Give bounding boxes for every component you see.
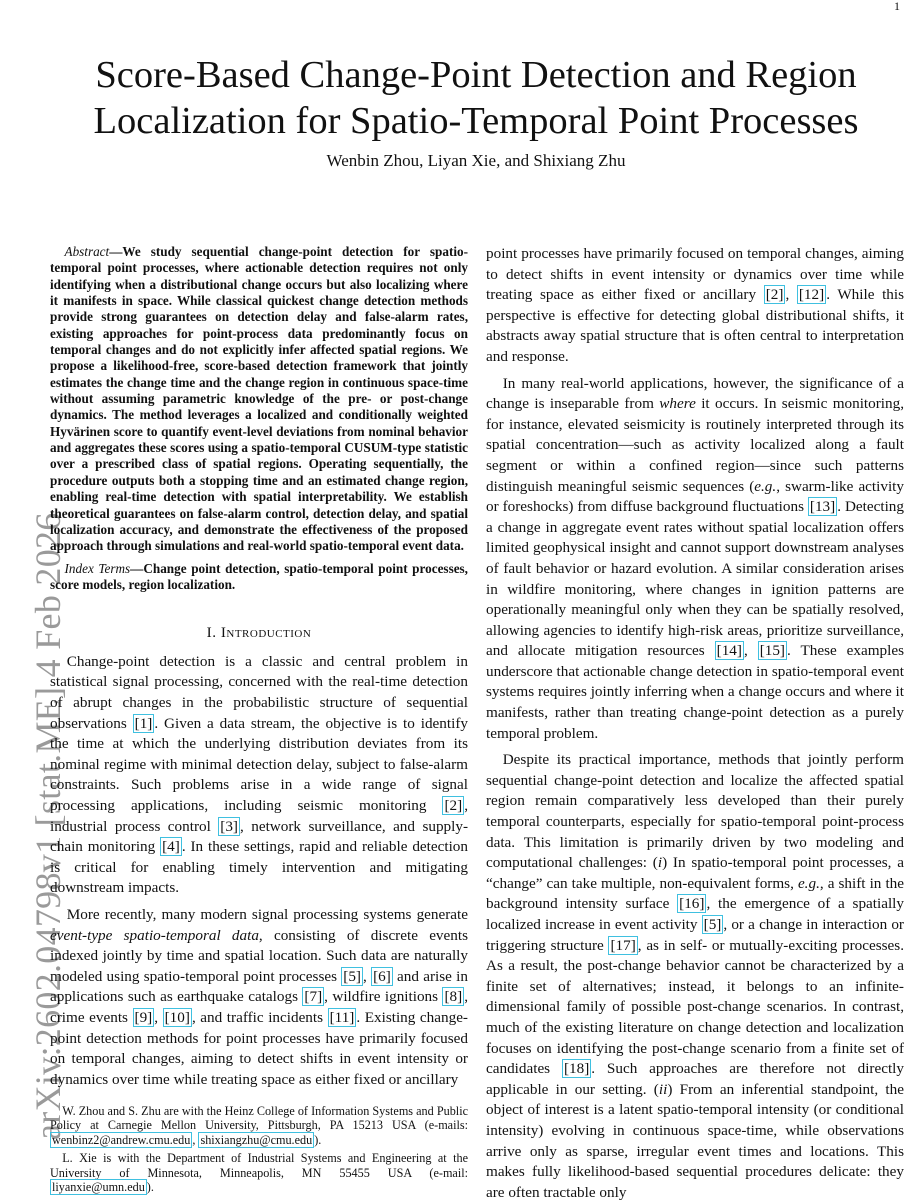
continued-text: point processes have primarily focused on temporal changes, aiming to detect shifts in event intensity or dynamics over time while treating space as either fixed or ancillary [486, 245, 904, 304]
text-run: More recently, many modern signal processing systems generate [66, 905, 468, 923]
text-run: In many real-world applications, however, the significance of a change is inseparable from [486, 374, 904, 413]
citation-link[interactable]: [14] [716, 642, 742, 660]
text-run: . Detecting a change in aggregate event rates without spatial localization offers limited geophysical insight and cannot support downstream analyses of fault behavior or hazard evolution. A similar consideration arises in wildfire monitoring, where changes in ignition patterns are operationally meaningful only when they can be spatially resolved, allowing agencies to identify high-risk areas, prioritize surveillance, and allocate mitigation resources [486, 498, 904, 660]
text-run: ). [146, 1180, 154, 1195]
arxiv-stamp: arXiv:2602.04798v1 [stat.ME] 4 Feb 2026 [28, 512, 68, 1140]
section-heading-introduction [50, 623, 468, 644]
authors: Wenbin Zhou, Liyan Xie, and Shixiang Zhu [326, 151, 626, 170]
text-run: , crime events [50, 988, 468, 1026]
text-run: . Existing change-point detection methods for point processes have primarily focused on temporal changes, aiming to detect shifts in event intensity or dynamics over time while treating space as either fixed or ancillary [50, 1008, 468, 1088]
citation-link[interactable]: [8] [444, 988, 463, 1006]
citation-link[interactable]: [9] [134, 1008, 153, 1026]
text-run: , swarm-like activity or foreshocks) from diffuse background fluctuations [486, 477, 904, 516]
paper-title [60, 52, 892, 144]
intro-paragraph-2 [50, 905, 468, 1090]
left-column [50, 244, 468, 1200]
emphasis: e.g. [754, 477, 777, 495]
right-column [486, 244, 904, 1200]
citation-link[interactable]: [5] [703, 916, 722, 933]
text-run: Change-point detection is a classic and central problem in statistical signal processing, concerned with the real-time detection of abrupt changes in the probabilistic structure of sequential observations [50, 652, 468, 732]
text-run: . In these settings, rapid and reliable detection is critical for enabling timely intervention and mitigating downstream impacts. [50, 838, 468, 897]
text-run: ) From an inferential standpoint, the object of interest is a latent spatio-temporal intensity (or conditional intensity) evolving in continuous space-time, while observations arrive only as sparse, irregular event times and locations. This makes fully likelihood-based sequential procedures delicate: they are often tractable only [486, 1080, 904, 1200]
citation-link[interactable]: [15] [759, 642, 785, 660]
intro-paragraph-2-continued [486, 244, 904, 368]
citation-link[interactable]: [12] [798, 286, 825, 304]
text-run: ) In spatio-temporal point processes, a “change” can take multiple, non-equivalent forms, [486, 854, 904, 892]
citation-link[interactable]: [16] [679, 895, 705, 913]
title-line-2: Localization for Spatio-Temporal Point Processes [93, 100, 859, 142]
text-run: , industrial process control [50, 796, 468, 835]
text-run: it occurs. In seismic monitoring, for instance, elevated seismicity is routinely interpreted through its spatial concentration—such as activity localized along a fault segment or within a confined region—since such patterns distinguish meaningful seismic sequences ( [486, 395, 904, 495]
text-run: , [154, 1008, 163, 1026]
citation-link[interactable]: [3] [220, 817, 238, 835]
emphasis: i [657, 854, 663, 872]
text-run: . While this perspective is effective for detecting global distributional shifts, it abstracts away spatial structure that is often central to interpretation and response. [486, 286, 904, 365]
section-number: I. [206, 624, 217, 642]
citation-link[interactable]: [17] [610, 936, 636, 954]
emphasis: where [659, 395, 696, 413]
text-run: , wildfire ignitions [324, 988, 443, 1006]
text-run: . These examples underscore that actionable change detection in spatio-temporal event systems requires jointly inferring when a change occurs and where it manifests, rather than treating change-point detection as a purely temporal problem. [486, 642, 904, 742]
citation-link[interactable]: [7] [304, 988, 323, 1006]
text-run: , [743, 642, 758, 660]
page-number: 1 [894, 0, 900, 13]
email-link[interactable]: liyanxie@umn.edu [52, 1180, 145, 1195]
citation-link[interactable]: [4] [162, 838, 180, 856]
intro-paragraph-1 [50, 652, 468, 899]
text-run: Despite its practical importance, methods that jointly perform sequential change-point detection and localize the affected spatial region remain comparatively less developed than their purely temporal counterparts, especially for spatio-temporal point-process data. This limitation is primarily driven by two modeling and computational challenges: ( [486, 751, 904, 872]
footnote-affiliation-2 [50, 1151, 468, 1194]
text-run: L. Xie is with the Department of Industrial Systems and Engineering at the University of Minnesota, Minneapolis, MN 55455 USA (e-mail: [50, 1151, 468, 1180]
text-run: W. Zhou and S. Zhu are with the Heinz College of Information Systems and Public Policy at Carnegie Mellon University, Pittsburgh, PA 15213 USA (e-mails: [50, 1104, 468, 1133]
intro-paragraph-3 [486, 374, 904, 745]
text-run: , the emergence of a spatially localized increase in event activity [486, 895, 904, 933]
index-terms [50, 561, 468, 594]
text-run: . Given a data stream, the objective is to identify the time at which the underlying distribution deviates from its nominal regime with minimal detection delay, subject to false-alarm constraints. Such problems arise in a wide range of signal processing applications, including seismic monitoring [50, 714, 468, 814]
index-terms-lead: Index Terms [64, 560, 131, 576]
footnote-affiliation-1 [50, 1104, 468, 1147]
emphasis: e.g. [797, 874, 820, 892]
email-link[interactable]: wenbinz2@andrew.cmu.edu [52, 1132, 191, 1147]
text-run: , as in self- or mutually-exciting processes. As a result, the post-change behavior cannot be characterized by a finite set of alternatives; instead, it belongs to an infinite-dimensional family of possible post-change scenarios. In contrast, much of the existing literature on change detection and localization focuses on identifying the post-change scenario from a finite set of candidates [486, 936, 904, 1078]
emphasis: event-type spatio-temporal data [50, 926, 259, 944]
text-run: , network surveillance, and supply-chain monitoring [50, 817, 468, 856]
text-run: , consisting of discrete events indexed jointly by time and spatial location. Such data are naturally modeled using spatio-temporal point processes [50, 926, 468, 985]
text-run: , [192, 1132, 199, 1147]
text-run: ). [314, 1132, 322, 1147]
citation-link[interactable]: [13] [809, 498, 836, 516]
text-run: , [363, 967, 372, 985]
citation-link[interactable]: [2] [444, 796, 463, 814]
text-run: , and traffic incidents [191, 1008, 328, 1026]
citation-link[interactable]: [1] [134, 714, 153, 732]
text-run: , a shift in the background intensity surface [486, 874, 904, 913]
text-run: , or a change in interaction or triggering structure [486, 916, 904, 954]
citation-link[interactable]: [2] [765, 286, 784, 304]
abstract-lead: Abstract [64, 244, 110, 259]
emphasis: ii [658, 1080, 668, 1098]
text-run: . Such approaches are therefore not directly applicable in our setting. ( [486, 1060, 904, 1098]
citation-link[interactable]: [10] [164, 1008, 190, 1026]
title-line-1: Score-Based Change-Point Detection and Region [95, 54, 857, 96]
email-link[interactable]: shixiangzhu@cmu.edu [200, 1132, 313, 1147]
footnotes [50, 1104, 468, 1194]
citation-link[interactable]: [18] [563, 1060, 590, 1078]
text-run: , [785, 286, 797, 304]
citation-link[interactable]: [11] [329, 1008, 355, 1026]
text-run: and arise in applications such as earthquake catalogs [50, 967, 468, 1006]
index-terms-text: —Change point detection, spatio-temporal point processes, score models, region localization. [50, 560, 468, 592]
intro-paragraph-4 [486, 750, 904, 1200]
citation-link[interactable]: [6] [373, 967, 391, 985]
abstract [50, 244, 468, 555]
section-title: Introduction [220, 624, 312, 642]
abstract-text: —We study sequential change-point detection for spatio-temporal point processes, where actionable detection requires not only identifying when a distributional change occurs but also localizing where it manifests in space. While classical quickest change detection methods provide strong guarantees on detection delay and false-alarm rates, existing approaches for point-process data predominantly focus on temporal changes and do not explicitly infer affected spatial regions. We propose a likelihood-free, score-based detection framework that jointly estimates the change time and the change region in continuous space-time without assuming parametric knowledge of the pre- or post-change dynamics. The method leverages a localized and conditionally weighted Hyvärinen score to quantify event-level deviations from nominal behavior and aggregates these scores using a spatio-temporal CUSUM-type statistic over a prescribed class of spatial regions. Operating sequentially, the procedure outputs both a stopping time and an estimated change region, enabling real-time detection with spatial interpretability. We establish theoretical guarantees on false-alarm control, detection delay, and spatial localization accuracy, and demonstrate the effectiveness of the proposed approach through simulations and real-world spatio-temporal event data. [50, 244, 468, 554]
citation-link[interactable]: [5] [343, 967, 361, 985]
